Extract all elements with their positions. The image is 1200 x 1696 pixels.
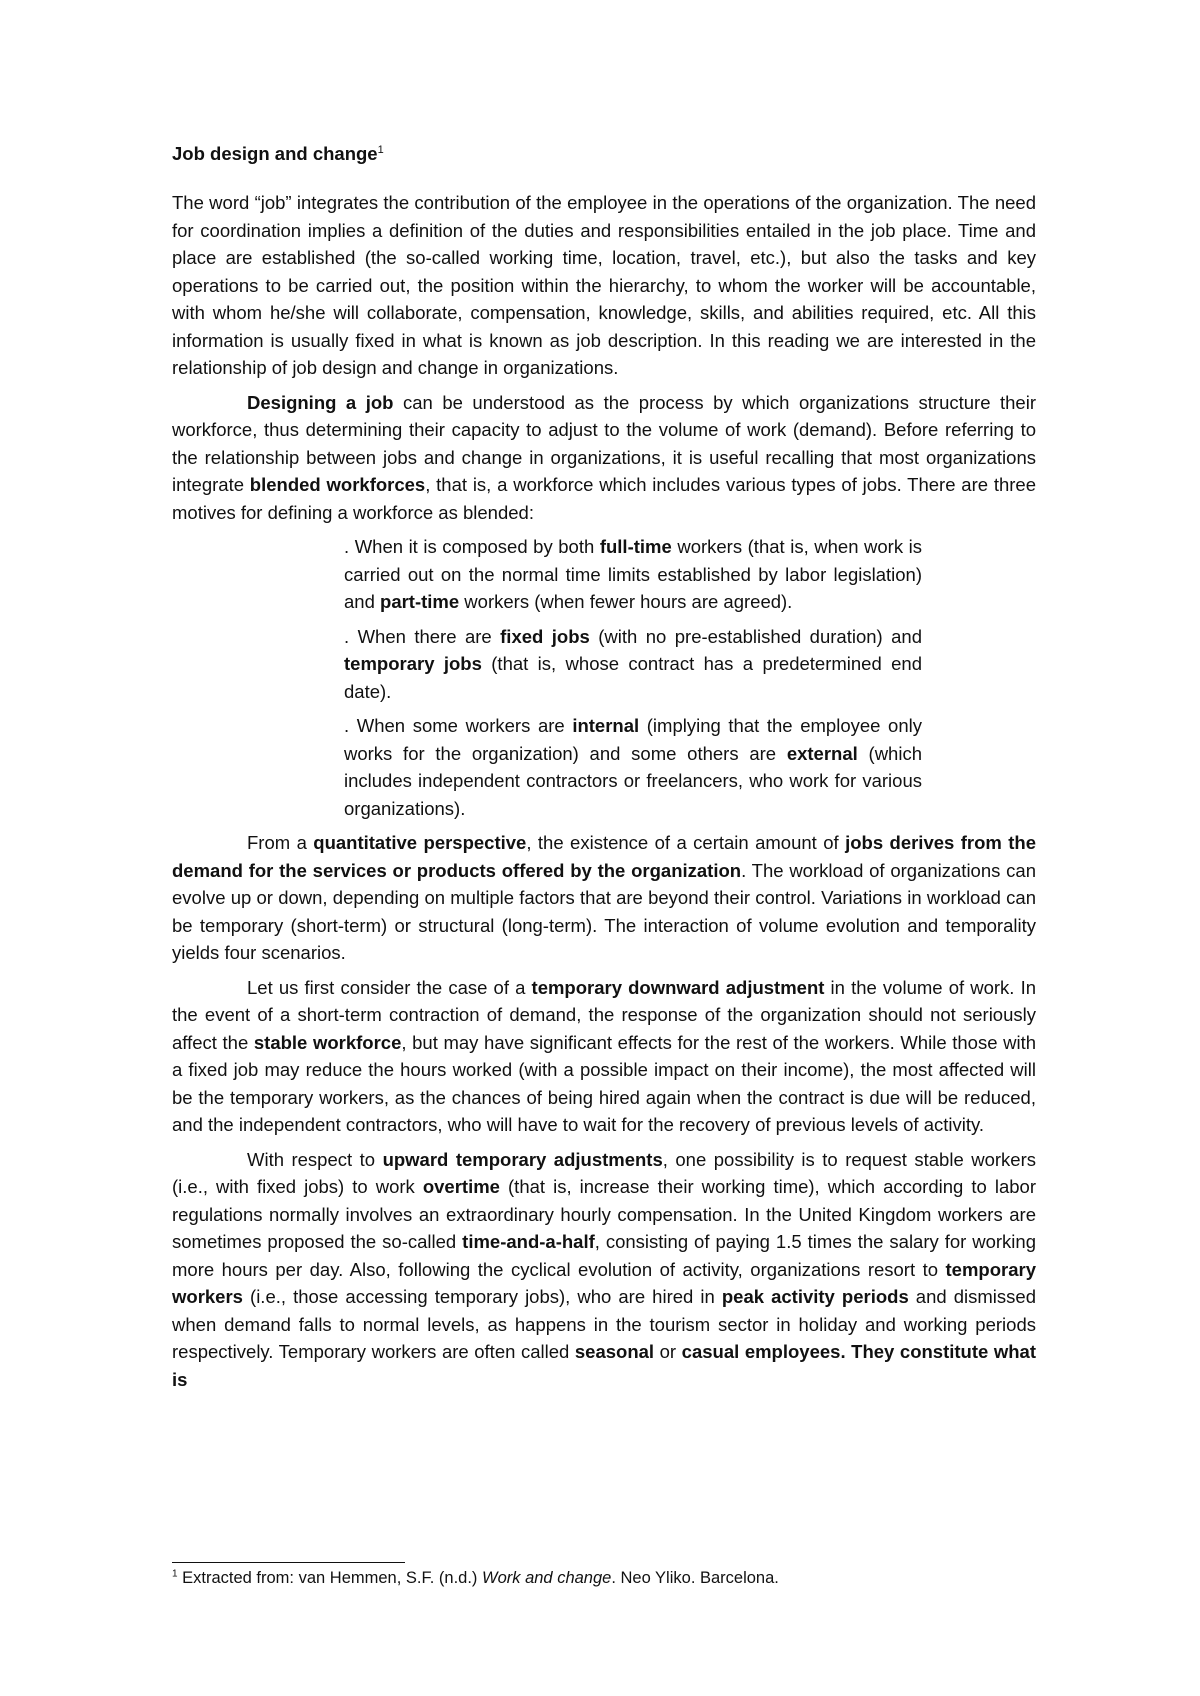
text-segment: workers (that is, when work is carried out on the normal time limits established by labor legislation) and [344, 536, 922, 612]
footnote-separator [172, 1562, 405, 1563]
text-segment: , the existence of a certain amount of [526, 832, 846, 853]
text-segment: and dismissed when demand falls to normal levels, as happens in the tourism sector in holiday and working periods respectively. Temporary workers are often called [172, 1286, 1036, 1362]
text-segment: Let us first consider the case of a [247, 976, 532, 998]
term-casual-employees: casual employees. They constitute what is [172, 1341, 1036, 1390]
text-segment: , consisting of paying 1.5 times the salary for working more hours per day. Also, following the cyclical evolution of activity, organizations resort to [172, 1231, 1036, 1280]
bullet-list [344, 533, 922, 822]
term-upward-temporary-adjustments: upward temporary adjustments [382, 1148, 663, 1170]
paragraph-upward-adjustment [172, 1146, 1036, 1394]
text-segment: . When some workers are [344, 715, 573, 736]
text-segment: From a [247, 832, 314, 853]
text-segment: With respect to [247, 1148, 383, 1170]
term-fixed-jobs: fixed jobs [500, 625, 590, 647]
text-segment: . The workload of organizations can evolve up or down, depending on multiple factors that are beyond their control. Variations in workload can be temporary (short-term) or structural (long-term). The interaction of volume evolution and temporality yields four scenarios. [172, 859, 1036, 963]
term-peak-activity-periods: peak activity periods [721, 1286, 909, 1307]
text-segment: (that is, increase their working time), which according to labor regulations normally involves an extraordinary hourly compensation. In the United Kingdom workers are sometimes proposed the so-called [172, 1176, 1036, 1252]
text-segment: (with no pre-established duration) and [589, 625, 922, 647]
term-blended-workforces: blended workforces [249, 474, 426, 495]
footnote-work-title: Work and change [482, 1569, 612, 1587]
document-page [172, 140, 1036, 1400]
text-segment: , that is, a workforce which includes various types of jobs. There are three motives for defining a workforce as blended: [172, 474, 1037, 523]
paragraph-intro-text: The word “job” integrates the contribution of the employee in the operations of the organization. The need for coordination implies a definition of the duties and responsibilities entailed in the job place. Time and place are established (the so-called working time, location, travel, etc.), but also the tasks and key operations to be carried out, the position within the hierarchy, to whom the worker will be accountable, with whom he/she will collaborate, compensation, knowledge, skills, and abilities required, etc. All this information is usually fixed in what is known as job description. In this reading we are interested in the relationship of job design and change in organizations. [172, 192, 1036, 378]
text-segment: (that is, whose contract has a predetermined end date). [344, 653, 922, 702]
text-segment: , but may have significant effects for the rest of the workers. While those with a fixed job may reduce the hours worked (with a possible impact on their income), the most affected will be the temporary workers, as the chances of being hired again when the contract is due will be reduced, and the independent contractors, who will have to wait for the recovery of previous levels of activity. [172, 1031, 1036, 1135]
text-segment: (i.e., those accessing temporary jobs), who are hired in [242, 1286, 722, 1307]
footnote [172, 1566, 779, 1590]
bullet-item-fixed-jobs [344, 623, 922, 706]
text-segment: (implying that the employee only works for the organization) and some others are [344, 715, 922, 764]
text-segment: . When there are [344, 625, 501, 647]
term-designing-a-job: Designing a job [247, 391, 394, 413]
paragraph-quantitative [172, 829, 1036, 967]
text-segment: in the volume of work. In the event of a short-term contraction of demand, the response of the organization should not seriously affect the [172, 976, 1037, 1053]
text-segment: . When it is composed by both [344, 536, 600, 557]
title-footnote-mark: 1 [377, 143, 384, 156]
term-temporary-jobs: temporary jobs [344, 653, 482, 674]
term-internal: internal [572, 715, 640, 736]
term-part-time: part-time [380, 591, 460, 612]
bullet-item-internal [344, 712, 922, 822]
title-text: Job design and change [172, 143, 378, 164]
text-segment: . Neo Yliko. Barcelona. [611, 1569, 779, 1587]
document-title [172, 140, 1036, 167]
term-time-and-a-half: time-and-a-half [462, 1231, 595, 1252]
text-segment: (which includes independent contractors or freelancers, who work for various organizations). [344, 742, 922, 819]
term-overtime: overtime [422, 1176, 500, 1197]
text-segment: workers (when fewer hours are agreed). [459, 591, 793, 612]
term-temporary-workers: temporary workers [172, 1258, 1036, 1307]
term-full-time: full-time [599, 536, 672, 557]
term-temporary-downward-adjustment: temporary downward adjustment [531, 976, 825, 998]
text-segment: Extracted from: van Hemmen, S.F. (n.d.) [177, 1569, 482, 1587]
paragraph-downward-adjustment [172, 974, 1036, 1139]
term-external: external [786, 742, 858, 764]
term-jobs-derive: jobs derives from the demand for the services or products offered by the organization [172, 832, 1037, 881]
term-quantitative-perspective: quantitative perspective [313, 832, 527, 853]
paragraph-designing-job [172, 389, 1036, 527]
text-segment: , one possibility is to request stable workers (i.e., with fixed jobs) to work [172, 1148, 1036, 1197]
text-segment: can be understood as the process by which organizations structure their workforce, thus determining their capacity to adjust to the volume of work (demand). Before referring to the relationship between jobs and change in organizations, it is useful recalling that most organizations integrate [172, 391, 1036, 495]
footnote-mark: 1 [172, 1568, 178, 1580]
bullet-item-full-time [344, 533, 922, 616]
paragraph-intro [172, 189, 1036, 382]
term-stable-workforce: stable workforce [253, 1031, 402, 1053]
term-seasonal: seasonal [574, 1341, 655, 1362]
text-segment: or [654, 1341, 682, 1362]
